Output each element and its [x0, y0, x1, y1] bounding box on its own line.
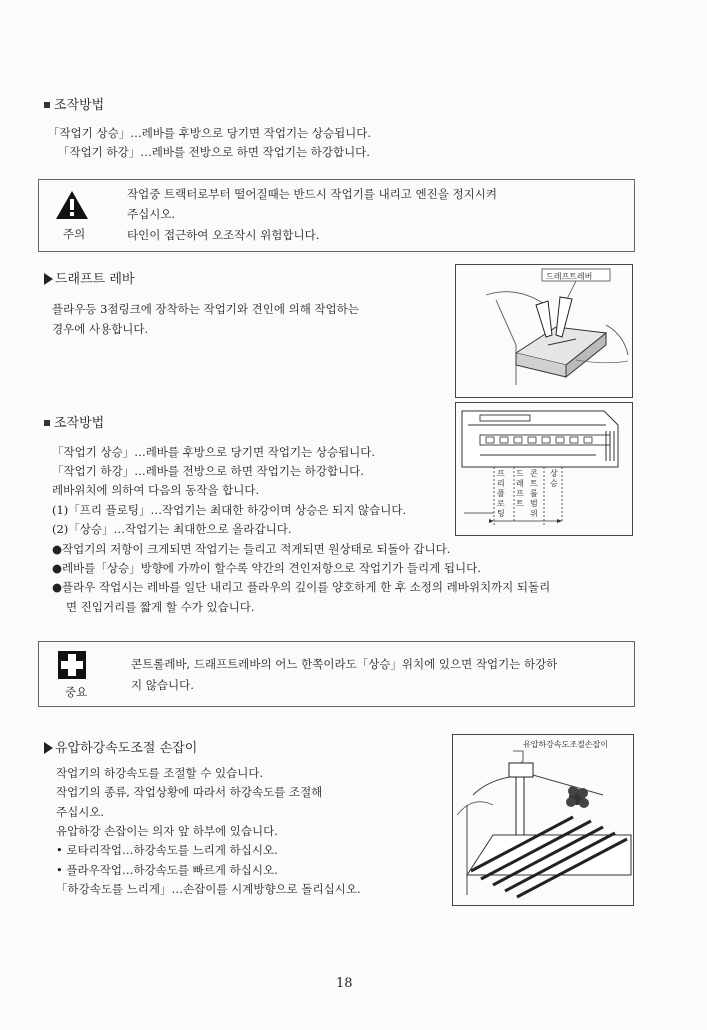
caution-box	[38, 179, 635, 252]
square-bullet-icon	[44, 102, 50, 108]
caution-line-3: 타인이 접근하여 오조작시 위험합니다.	[127, 228, 320, 242]
hydraulic-knob-figure	[452, 734, 634, 906]
hydraulic-line-1: 작업기의 하강속도를 조절할 수 있습니다.	[56, 766, 264, 780]
page-number: 18	[336, 976, 353, 991]
hydraulic-line-4: 유압하강 손잡이는 의자 앞 하부에 있습니다.	[56, 824, 278, 838]
important-box	[38, 641, 635, 707]
section1-line-2: 「작업기 하강」…레바를 전방으로 하면 작업기는 하강합니다.	[58, 145, 370, 159]
warning-triangle-icon	[55, 190, 89, 224]
section2-line-5: (2)「상승」…작업기는 최대한으로 올라갑니다.	[52, 522, 292, 536]
draft-heading: 드래프트 레바	[44, 268, 134, 287]
draft-lever-figure	[455, 264, 633, 398]
important-label: 중요	[65, 685, 88, 699]
important-line-2: 지 않습니다.	[131, 678, 194, 692]
section2-bullet-3: ●플라우 작업시는 레바를 일단 내리고 플라우의 깊이를 양호하게 한 후 소정의 레바위치까지 되돌리	[52, 580, 551, 594]
square-bullet-icon	[44, 420, 50, 426]
lever-range-illustration	[456, 403, 632, 535]
section2-line-2: 「작업기 하강」…레바를 전방으로 하면 작업기는 하강합니다.	[52, 464, 364, 478]
hydraulic-line-2: 작업기의 종류, 작업상황에 따라서 하강속도를 조절해	[56, 785, 323, 799]
important-cross-icon	[57, 650, 87, 684]
caution-line-2: 주십시오.	[127, 207, 176, 221]
draft-lever-label: 드래프트레버	[546, 272, 593, 281]
section2-heading: 조작방법	[44, 412, 104, 431]
control-range-label: 콘트롤범위	[530, 469, 538, 518]
section2-bullet-1: ●작업기의 저항이 크게되면 작업기는 들리고 적게되면 원상태로 되돌아 갑니다.	[52, 542, 451, 556]
hydraulic-bullet-2: • 플라우작업…하강속도를 빠르게 하십시오.	[56, 863, 278, 877]
lever-range-figure	[455, 402, 633, 536]
section2-line-3: 레바위치에 의하여 다음의 동작을 합니다.	[52, 483, 260, 497]
raise-label: 상승	[550, 469, 558, 488]
section1-heading: 조작방법	[44, 94, 104, 113]
hydraulic-knob-illustration	[453, 735, 633, 905]
free-floating-label: 프리플로팅	[497, 469, 505, 518]
section2-bullet-3-cont: 면 진입거리를 짧게 할 수가 있습니다.	[66, 600, 255, 614]
section2-line-1: 「작업기 상승」…레바를 후방으로 당기면 작업기는 상승됩니다.	[52, 445, 376, 459]
hydraulic-line-3: 주십시오.	[56, 805, 105, 819]
draft-lever-illustration	[456, 265, 632, 397]
hydraulic-heading: 유압하강속도조절 손잡이	[44, 737, 197, 756]
caution-line-1: 작업중 트랙터로부터 떨어질때는 반드시 작업기를 내리고 엔진을 정지시켜	[127, 187, 497, 201]
triangle-bullet-icon	[44, 273, 53, 285]
draft-line-1: 플라우등 3점링크에 장착하는 작업기와 견인에 의해 작업하는	[52, 302, 359, 316]
hydraulic-bullet-1: • 로타리작업…하강속도를 느리게 하십시오.	[56, 843, 278, 857]
important-line-1: 콘트롤레바, 드래프트레바의 어느 한쪽이라도「상승」위치에 있으면 작업기는 하강하	[131, 657, 558, 671]
triangle-bullet-icon	[44, 742, 53, 754]
caution-label: 주의	[63, 227, 86, 241]
hydraulic-knob-label: 유압하강속도조절손잡이	[523, 740, 609, 749]
section2-bullet-2: ●레바를「상승」방향에 가까이 할수록 약간의 견인저항으로 작업기가 들리게 됩니다.	[52, 561, 481, 575]
section2-line-4: (1)「프리 플로팅」…작업기는 최대한 하강이며 상승은 되지 않습니다.	[52, 503, 407, 517]
draft-line-2: 경우에 사용합니다.	[52, 322, 149, 336]
hydraulic-line-5: 「하강속도를 느리게」…손잡이를 시계방향으로 돌리십시오.	[56, 882, 361, 896]
section1-line-1: 「작업기 상승」…레바를 후방으로 당기면 작업기는 상승됩니다.	[48, 126, 372, 140]
draft-range-label: 드래프트	[516, 469, 524, 508]
